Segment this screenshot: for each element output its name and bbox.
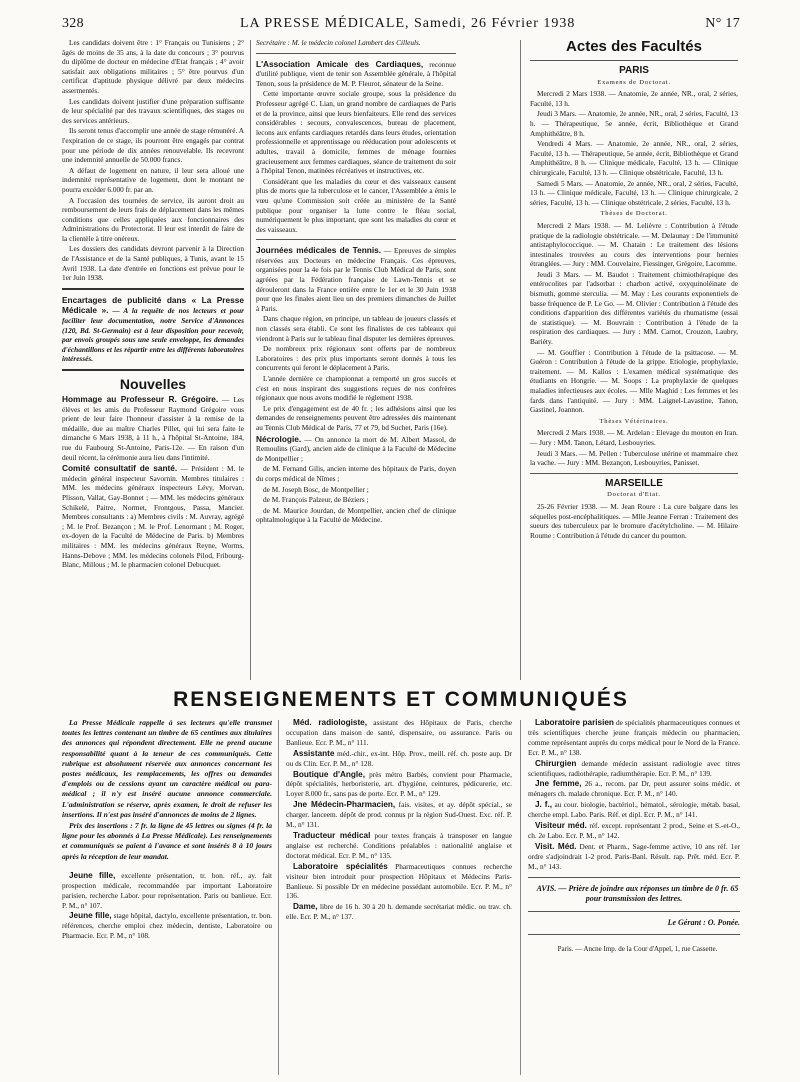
column-2 (256, 38, 456, 688)
paragraph: Les dossiers des candidats devront parvenir à la Direction de l'Assistance et de la Santé publiques, à Tunis, avant le 15 Avril 1938. La date d'entrée en fonctions est prévue pour le 1er Juin 1938. (62, 244, 244, 283)
paragraph: Le prix d'engagement est de 40 fr. ; les adhésions ainsi que les demandes de renseignements peuvent être adressées dès maintenant au Tennis Club Médical de Paris, 77 et 79, bd Suchet, Paris (16e). (256, 403, 456, 432)
ad-text: de spécialités pharmaceutiques connues et très scientifiques cherche jeune français médecin ou pharmacien, comme représentant auprès du corps médical pour le Nord de la France. Ecr. P. M., n° 138. (528, 718, 740, 757)
necrologie-title: Nécrologie. (256, 433, 302, 444)
paragraph: Cette importante œuvre sociale groupe, sous la présidence du Professeur agrégé C. Lian, un grand nombre de cardiaques de Paris et de la province, ainsi que leurs bienfaiteurs. Elle rend des services considérables : secours, convalescences, bureau de placement, lecons aux enfants cardiaques retardés dans leurs études, orientation professionnelle et apprentissage ou rééducation pour adolescents et adultes, travail à domicile, femmes de ménage fournies gracieusement aux femmes cardiaques, séance de traitement du soir à l'hôpital Tenon, matinées récréatives et instructives, etc. (256, 89, 456, 176)
section-divider (256, 239, 456, 240)
classified-ad (528, 842, 740, 872)
ad-text: fais. visites, et ay. dépôt spécial., se charger. lanceem. dépôt de prod. connus pr la région Sud-Ouest. Exc. réf. P. M., n° 131. (286, 800, 512, 830)
ad-lead: Visiteur méd. (535, 821, 587, 831)
section-divider (528, 877, 740, 878)
association-notice (256, 59, 456, 89)
subheading: Thèses Vétérinaires. (599, 417, 669, 425)
paragraph: Les candidats doivent justifier d'une préparation suffisante de leur spécialité par des travaux scientifiques, des stages ou des services antérieurs. (62, 96, 244, 125)
paragraph: A défaut de logement en nature, il leur sera alloué une indemnité représentative de logement, dont le montant ne pourra excéder 6.000 fr. par an. (62, 165, 244, 194)
hommage-title: Hommage au Professeur R. Grégoire. (62, 394, 219, 404)
issue-number: N° 17 (705, 16, 740, 31)
ad-lead: Méd. radiologiste, (293, 718, 368, 727)
section-divider (256, 53, 456, 54)
tennis-title: Journées médicales de Tennis. (256, 245, 382, 256)
page-header (62, 14, 740, 36)
classified-ad (286, 902, 512, 922)
ad-lead: Jne Médecin-Pharmacien, (293, 800, 396, 810)
paragraph: 25-26 Février 1938. — M. Jean Roure : La cure balgare dans les séquelles post-encéphalitiques. — Mlle Jeanne Ferran : Traitement des sueurs des tuberculeux par le bromure d'acétylcholine. — M. Hilaire Roume : Contribution à l'étude du cancer du poumon. (530, 501, 738, 540)
classified-ad (528, 718, 740, 758)
column-divider (520, 40, 521, 680)
gerant-line: Le Gérant : O. Ponée. (667, 917, 740, 927)
secretaire-line: Secrétaire : M. le médecin colonel Lambert des Cilleuls. (256, 38, 421, 47)
city-heading-marseille: MARSEILLE (605, 477, 663, 489)
column-1 (62, 38, 244, 688)
classifieds-column-2 (286, 718, 512, 1078)
column-divider (278, 720, 279, 1075)
comite-notice (62, 463, 244, 570)
subheading: Examens de Doctorat. (597, 78, 671, 86)
paragraph: de M. François Palzeur, de Béziers ; (263, 495, 369, 505)
paragraph: Mercredi 2 Mars 1938. — M. Lelièvre : Contribution à l'étude pratique de la radiologie obstétricale. — M. Delaunay : De l'immunité antistaphylococcique. — M. Chatain : Le traitement des lésions intestinales trouvées au cours des interventions pour hernies étranglées. — Jury : MM. Couvelaire, Fiessinger, Grégoire, Lacomme. (530, 220, 738, 269)
paragraph: — M. Gouffier : Contribution à l'étude de la psittacose. — M. Guéron : Contribution à l'étude de la grippe. Etiologie, prophylaxie, traitement. — M. Kallos : L'examen médical systématique des étudiants en Hongrie. — M. Soops : La prophylaxie de quelques maladies infectieuses aux écoles. — Mlle Maghid : Les femmes et les fards dans l'antiquité. — Jury : MM. Laignel-Lavastine, Tanon, Gastinel, Joannon. (530, 347, 738, 415)
ad-text: excellente présentation, tr. bon. réf., ay. fait prospection médicale, recommandée par important Laboratoire parisien, recherche Labor. pour représentation. Paris ou banlieue. Ecr. P. M., n° 107. (62, 870, 272, 910)
ad-lead: Visit. Méd. (535, 841, 577, 851)
ad-text: demande médecin assistant radiologie avec titres scientifiques, radiothérapie, radiumthérapie. Ecr. P. M., n° 139. (528, 758, 740, 778)
masthead-text: LA PRESSE MÉDICALE, Samedi, 26 Février 1938 (240, 16, 576, 31)
ad-lead: Boutique d'Angle, (293, 769, 365, 779)
classified-ad (528, 821, 740, 841)
section-divider (62, 288, 244, 290)
hommage-body: — Les élèves et les amis du Professeur Raymond Grégoire vous prient de leur faire l'honneur d'assister à la remise de la médaille, due au maître Charles Pillet, qui lui sera faite le dimanche 6 Mars 1938, à 11 h., à l'hôpital St-Antoine, 184, rue du Faubourg St-Antoine, Paris-12e. — En raison d'un deuil récent, la cérémonie aura lieu dans l'intimité. (62, 395, 244, 462)
classified-ad (286, 800, 512, 830)
ad-lead: Laboratoire parisien (535, 718, 614, 727)
ad-text: libre de 16 h. 30 à 20 h. demande secrétariat médic. ou trav. ch. elle. Ecr. P. M., n° 137. (286, 902, 512, 922)
association-title: L'Association Amicale des Cardiaques, (256, 58, 424, 69)
ad-text: méd.-chir., ex-int. Hôp. Prov., meill. réf. ch. poste aup. Dr ou ds Clin. Ecr. P. M., n° 128. (286, 748, 512, 768)
nouvelles-heading: Nouvelles (119, 376, 187, 392)
encartage-body: — A la requête de nos lecteurs et pour faciliter leur documentation, notre Service d'Annonces (120, Bd. St-Germain) est à leur disposition pour recevoir, par envois groupés sous une seule enveloppe, les demandes d'échantillons et les répartir entre les différents laboratoires intéressés. (62, 306, 244, 364)
actes-heading: Actes des Facultés (566, 38, 702, 55)
classified-ad (62, 911, 272, 941)
paragraph: de M. Joseph Bosc, de Montpellier ; (263, 484, 369, 494)
ad-text: Pharmaceutiques connues recherche visiteur bien introduit pour prospection Hôpitaux et Médecins Paris-Banlieue. Si possible Dr en médecine possédant automobile. Ecr. P. M., n° 136. (286, 861, 512, 901)
subheading: Thèses de Doctorat. (600, 210, 668, 218)
comite-body: — Président : M. le médecin général inspecteur Savornin. Membres titulaires : MM. les médecins généraux inspecteurs Lévy, Morvan, Plisson, Vallat, Gay-Bonnet ; — MM. les médecins généraux Schikelé, Paitre, Normet, Frontgous, Passa, Mancier. Membres consultants : a) Membres civils : M. Auvray, agrégé ; M. le Prof. Bezançon ; M. le Prof. Lenormant ; M. Roger, ex-doyen de la Faculté de Médecine de Paris. b) Membres militaires : MM. les médecins généraux Reyne, Worms, Hanns-Debove ; MM. les médecins colonels Pilod, Fribourg-Blanc, Millous ; M. le pharmacien colonel Debucquet. (62, 464, 244, 570)
classified-ad (286, 749, 512, 769)
classified-ad (286, 831, 512, 861)
ad-lead: Traducteur médical (293, 830, 371, 840)
section-divider (528, 934, 740, 935)
paragraph: Les candidats doivent être : 1° Français ou Tunisiens ; 2° âgés de moins de 35 ans, à la date du concours ; 3° pourvus du diplôme de docteur en médecine d'Etat français ; 4° avoir satisfait aux obligations militaires ; 5° être pourvus d'un certificat d'aptitude physique délivré par deux médecins assermentés. (62, 38, 244, 95)
classifieds-intro: La Presse Médicale rappelle à ses lecteurs qu'elle transmet toutes les lettres contenant un timbre de 65 centimes aux titulaires des annonces qui répondent directement. Elle ne prend aucune responsabilité quant à la teneur de ces communiqués. Cette rubrique est absolument réservée aux annonces concernant les postes médicaux, les remplacements, les offres ou demandes d'emplois ou de cessions ayant un caractère médical ou para-médical ; il n'y est inséré aucune annonce commerciale. L'administration se réserve, après examen, le droit de refuser les insertions. Il n'est pas inséré d'annonces de moins de 2 lignes. (62, 718, 272, 819)
encartage-title: Encartages de publicité dans « La Presse Médicale ». (62, 294, 244, 316)
column-3 (530, 38, 738, 688)
subheading: Doctorat d'Etat. (607, 491, 661, 499)
paragraph: Jeudi 3 Mars. — Anatomie, 2e année, NR., oral, 2 séries, Faculté, 13 h. — Thérapeutique, 5e année, écrit, Bibliothèque et Grand Amphithéâtre, 8 h. (530, 109, 738, 138)
classified-ad (62, 871, 272, 911)
paragraph: de M. Fernand Gilis, ancien interne des hôpitaux de Paris, doyen du corps médical de Nîmes ; (256, 464, 456, 483)
paragraph: Jeudi 3 Mars. — M. Pellen : Tuberculose utérine et mammaire chez la vache. — Jury : MM. Bezançon, Lesbouyries, Panisset. (530, 448, 738, 468)
association-body: reconnue d'utilité publique, vient de tenir son Assemblée générale, à l'hôpital Tenon, sous la présidence de M. P. Fleurot, sénateur de la Seine. (256, 59, 456, 88)
ad-text: au cour. biologie, bactériol., hématol., sérologie, métab. basal, cherche empl. Labo. Paris. Réf. et dipl. Ecr. P. M., n° 141. (528, 800, 740, 820)
ad-lead: Jne femme, (535, 779, 582, 789)
paragraph: Ils seront tenus d'accomplir une année de stage rémunéré. A l'expiration de ce stage, ils pourront être engagés par contrat pour une période de dix années renouvelable. Ils recevront une indemnité annuelle de 50.000 francs. (62, 126, 244, 165)
paragraph: Vendredi 4 Mars. — Anatomie, 2e année, NR., oral, 2 séries, Faculté, 13 h. — Thérapeutique, 5e année, écrit, Bibliothèque et Grand Amphithéâtre, 8 h. — Clinique médicale, Faculté, 13 h. — Clinique chirurgicale, Faculté, 13 h. — Clinique obstétricale, Faculté, 13 h. (530, 139, 738, 177)
city-heading-paris: PARIS (619, 65, 649, 76)
paragraph: L'année dernière ce championnat a remporté un gros succès et c'est en nous inspirant des suggestions reçues de nos confrères régionaux que nous avons modifié le règlement 1938. (256, 374, 456, 403)
paragraph: Mercredi 2 Mars 1938. — Anatomie, 2e année, NR., oral, 2 séries, Faculté, 13 h. (530, 89, 738, 108)
encartage-notice (62, 295, 244, 364)
ad-lead: Assistante (293, 748, 335, 758)
section-divider (530, 473, 738, 474)
paragraph: A l'occasion des tournées de service, ils auront droit au remboursement de leurs frais de déplacement dans les mêmes conditions que celles appliquées aux fonctionnaires des Administrations du Protectorat. Il leur est interdit de faire de la clientèle à titre onéreux. (62, 195, 244, 243)
ad-lead: Chirurgien (535, 758, 577, 768)
ad-text: assistant des Hôpitaux de Paris, cherche occupation dans maison de santé, dispensaire, ou assurance. Paris ou Banlieue. Ecr. P. M., n° 111. (286, 718, 512, 747)
ad-lead: J. f., (535, 800, 553, 810)
necrologie-body: — On annonce la mort de M. Albert Massol, de Remoulins (Gard), ancien aide de clinique à la Faculté de Médecine de Montpellier ; (256, 434, 456, 463)
paragraph: De nombreux prix régionaux sont offerts par de nombreux Laboratoires : des prix plus importants seront donnés à tous les concurrents qui feront le déplacement à Paris. (256, 344, 456, 373)
classified-ad (528, 779, 740, 799)
paragraph: Samedi 5 Mars. — Anatomie, 2e année, NR., oral, 2 séries, Faculté, 13 h. — Clinique médicale, Faculté, 13 h. — Clinique chirurgicale, 2 séries, Faculté, 13 h. — Clinique obstétricale, 2 séries, Faculté, 13 h. (530, 178, 738, 207)
column-divider (250, 40, 251, 680)
renseignements-banner: RENSEIGNEMENTS ET COMMUNIQUÉS (173, 688, 629, 711)
section-divider (528, 911, 740, 912)
paragraph: Dans chaque région, en principe, un tableau de joueurs classés et non classés sera établi. Ce sont les finalistes de ces tableaux qui viendront à Paris sur le tableau final disputer les dernières épreuves. (256, 314, 456, 343)
ad-lead: Dame, (293, 902, 318, 912)
classified-ad (528, 800, 740, 820)
page-number: 328 (62, 16, 84, 31)
ad-lead: Laboratoire spécialités (293, 861, 388, 871)
tennis-body: — Epreuves de simples réservées aux Docteurs en médecine Français. Ces épreuves, organisées pour la 4e fois par le Tennis Club Médical de Paris, sont agréées par la Fédération française de Lawn-Tennis et se dérouleront dans la France entière entre le 1er et le 30 Juin 1938 pour que les finales aient lieu un des premiers dimanches de Juillet à Paris. (256, 246, 456, 313)
tennis-notice (256, 245, 456, 313)
avis-notice: AVIS. — Prière de joindre aux réponses un timbre de 0 fr. 65 pour transmission des lettres. (536, 883, 739, 904)
paragraph: de M. Maurice Jourdan, de Montpellier, ancien chef de clinique ophtalmologique à la Faculté de Médecine. (256, 505, 456, 525)
ad-text: pour textes français à transposer en langue anglaise est recherché. Conditions préalables : nationalité anglaise et doctorat médical. Ecr. P. M., n° 135. (286, 830, 512, 860)
paragraph: Considérant que les maladies du cœur et des vaisseaux causent plus de morts que la tuberculose et le cancer, l'Assemblée a émis le vœu qu'une Commission soit créée au ministère de la Santé publique pour organiser la lutte contre le fléau social, numériquement le plus important, que sont les maladies du cœur et des vaisseaux. (256, 176, 456, 234)
ad-text: stage hôpital, dactylo, excellente présentation, tr. bon. références, cherche emploi chez médecin, dentiste, Laboratoire ou Pharmacie. Ecr. P. M., n° 108. (62, 911, 272, 941)
ad-lead: Jeune fille, (69, 870, 116, 880)
classified-ad (286, 770, 512, 800)
classifieds-column-3 (528, 718, 740, 1078)
column-divider (520, 720, 521, 1075)
paragraph: Jeudi 3 Mars. — M. Baudot : Traitement chimiothérapique des entérocolites par l'adsorbat : charbon activé, oxyquinoléinate de bismuth, gomme sterculia. — M. May : Les courants exponentiels de basse fréquence de P. Le Go. — M. Olivier : Contribution à l'étude des conditions d'apparition des différentes variétés du rhumatisme (essai de statistique). — M. Bouvrain : Contribution à l'étude de la respiration des cardiaques. — Jury : MM. Carnot, Crouzon, Laubry, Bariéty. (530, 269, 738, 347)
masthead (240, 16, 575, 32)
imprint-line: Paris. — Ancne Imp. de la Cour d'Appel, 1, rue Cassette. (557, 944, 718, 953)
section-divider (62, 369, 244, 371)
necrologie-notice (256, 434, 456, 464)
classified-ad (286, 718, 512, 748)
ad-text: réf. except. représentant 2 prod., Seine et S.-et-O., ch. 2e Labo. Ecr. P. M., n° 142. (528, 821, 740, 840)
ad-text: 26 a., recom. par Dr, peut assurer soins médic. et ménagers ch. malade chronique. Ecr. P. M., n° 140. (528, 779, 740, 799)
comite-title: Comité consultatif de santé. (62, 463, 178, 474)
classifieds-column-1 (62, 718, 272, 1078)
classified-ad (286, 862, 512, 902)
section-divider (530, 60, 738, 61)
paragraph: Mercredi 2 Mars 1938. — M. Ardelan : Elevage du mouton en Iran. — Jury : MM. Tanon, Létard, Lesbouyries. (530, 428, 738, 447)
ad-text: près métro Barbès, convient pour Pharmacie, dépôt spécialités, herboristerie, art. d'hygiène, ceintures, pédicurerie, etc. Loyer 8.000 fr., sans pas de porte. Ecr. P. M., n° 129. (286, 769, 512, 799)
classified-ad (528, 759, 740, 779)
classifieds-prices: Prix des insertions : 7 fr. la ligne de 45 lettres ou signes (4 fr. la ligne pour les abonnés à La Presse Médicale). Les renseignements et communiqués se paient à l'avance et sont insérés 8 à 10 jours après la réception de leur mandat. (62, 821, 272, 861)
hommage-notice (62, 394, 244, 462)
ad-lead: Jeune fille, (69, 911, 112, 921)
ad-text: Dent. et Pharm., Sage-femme active, 10 ans réf. 1er ordre s'adjoindrait 1-2 prod. Paris-Banl. Résult. rap. Prêt. méd. Ecr. P. M., n° 143. (528, 841, 740, 871)
